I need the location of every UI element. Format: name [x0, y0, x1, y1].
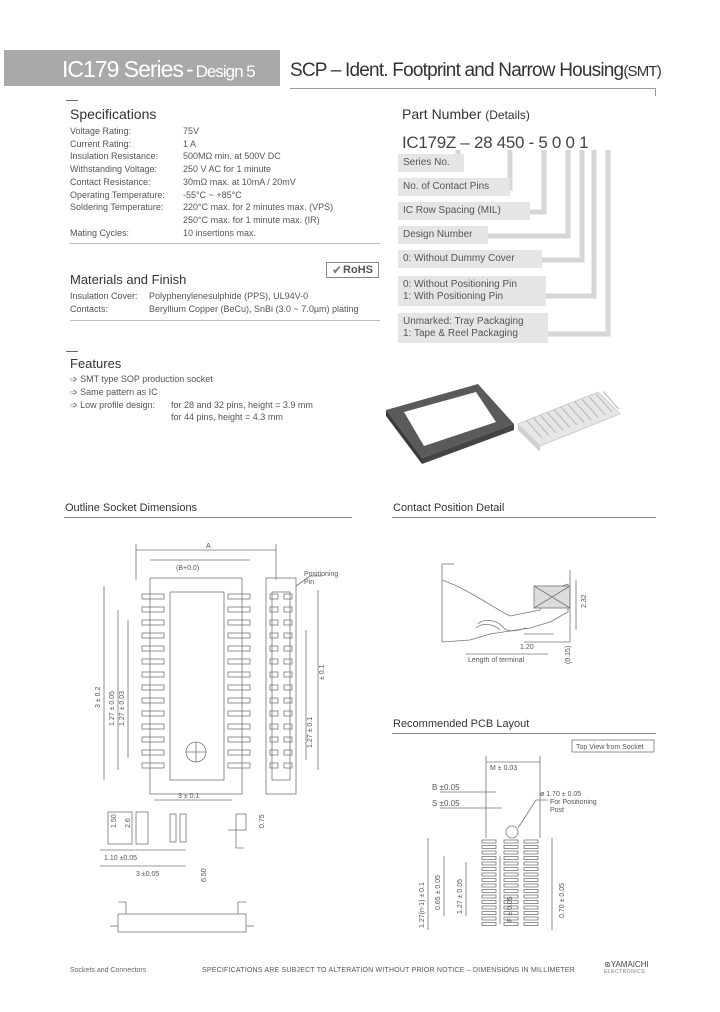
spec-value: -55°C ~ +85°C	[183, 189, 242, 200]
pcb-left-dim-2: 0.65 ± 0.05	[435, 875, 442, 910]
pn-series-no: Series No.	[398, 154, 464, 172]
spec-value: 1 A	[183, 138, 197, 149]
dim-1-10: 1.10 ±0.05	[104, 855, 138, 862]
spec-value: 30mΩ max. at 10mA / 20mV	[183, 176, 296, 187]
contact-detail-drawing	[430, 550, 610, 670]
features-title: Features	[70, 356, 122, 371]
dim-0-75: 0.75	[259, 814, 266, 828]
arrow-right-icon: ➩	[70, 400, 78, 410]
feature-detail: for 44 pins, height = 4.3 mm	[171, 412, 283, 422]
part-number-code: IC179Z – 28 450 - 5 0 0 1	[402, 133, 589, 152]
socket-frame-photo	[378, 378, 518, 468]
spec-label: Contact Resistance:	[70, 176, 151, 187]
pin-label: Pin	[304, 579, 315, 586]
spec-row	[70, 189, 380, 202]
spec-label: Mating Cycles:	[70, 227, 130, 238]
header-rule-end	[655, 88, 656, 96]
pcb-left-dim-1: 1.27(n-1) ± 0.1	[419, 882, 426, 928]
spec-label: Withstanding Voltage:	[70, 164, 158, 175]
outline-rule	[64, 517, 352, 518]
material-row: Insulation Cover: Polyphenylenesulphide (PPS), UL94V-0	[70, 291, 309, 301]
dim-6-50: 6.50	[201, 868, 208, 882]
feature-detail: for 28 and 32 pins, height = 3.9 mm	[171, 400, 313, 410]
part-number-title: Part Number (Details)	[402, 106, 530, 122]
hole-dim-label: ø 1.70 ± 0.05	[540, 791, 582, 798]
dim-3-005: 3 ±0.05	[136, 871, 160, 878]
spec-row	[70, 150, 380, 163]
top-view-label: Top View from Socket	[576, 744, 644, 751]
spec-value: 250°C max. for 1 minute max. (IR)	[183, 214, 320, 225]
dim-a: A	[206, 543, 211, 550]
spec-row	[70, 214, 380, 227]
materials-title: Materials and Finish	[70, 272, 187, 287]
series-title: IC179 Series - Design 5	[62, 56, 255, 82]
contact-detail-rule	[392, 517, 656, 518]
hole-post-label: Post	[550, 807, 565, 814]
pcb-layout-title: Recommended PCB Layout	[393, 718, 530, 730]
pcb-layout-rule	[392, 733, 656, 734]
spec-row	[70, 176, 380, 189]
dim-0-15: (0.15)	[565, 645, 572, 664]
material-row: Contacts: Beryllium Copper (BeCu), SnBi (3.0 ~ 7.0µm) plating	[70, 304, 359, 314]
length-of-terminal-label: Length of terminal	[468, 657, 525, 664]
socket-contacts-photo	[512, 380, 624, 454]
materials-separator	[70, 320, 380, 321]
product-subtitle: SCP – Ident. Footprint and Narrow Housing(SMT)	[290, 60, 661, 81]
pn-contact-pins: No. of Contact Pins	[398, 178, 510, 196]
yamaichi-logo: ⊛YAMAICHI ELECTRONICS	[604, 960, 649, 975]
rohs-badge: ✔ RoHS	[326, 262, 379, 278]
specifications-title: Specifications	[70, 106, 157, 122]
checkmark-icon: ✔	[331, 263, 343, 277]
pn-row-spacing: IC Row Spacing (MIL)	[398, 202, 530, 220]
section-tick	[66, 100, 78, 101]
arrow-right-icon: ➩	[70, 387, 78, 397]
s-dim-label: S ±0.05	[432, 799, 460, 808]
pn-design-number: Design Number	[398, 226, 488, 244]
spec-value: 250 V AC for 1 minute	[183, 164, 272, 175]
pcb-left-dim-3: 1.27 ± 0.05	[457, 879, 464, 914]
pn-positioning-pin: 0: Without Positioning Pin 1: With Positioning Pin	[398, 276, 546, 306]
logo-mark-icon: ⊛	[604, 960, 611, 969]
section-tick	[66, 351, 78, 352]
spec-label: Current Rating:	[70, 138, 132, 149]
outline-title: Outline Socket Dimensions	[65, 502, 198, 514]
dim-inner: (B+0.0)	[176, 565, 200, 572]
pcb-right-dim: 0.70 ± 0.05	[559, 883, 566, 918]
m-dim-label: M ± 0.03	[490, 765, 518, 772]
spec-label: Voltage Rating:	[70, 126, 132, 136]
dim-b-width: 3 ± 0.1	[178, 793, 200, 800]
dim-right-2: 1.27 ± 0.1	[307, 716, 314, 748]
pcb-mid-dim: F ± 0.05	[507, 896, 514, 922]
outline-drawing	[60, 530, 360, 950]
feature-item: ➩ Same pattern as IC	[70, 387, 158, 397]
contact-detail-title: Contact Position Detail	[393, 502, 505, 514]
spec-label: Insulation Resistance:	[70, 151, 159, 162]
b-dim-label: B ±0.05	[432, 783, 460, 792]
spec-value: 10 insertions max.	[183, 227, 257, 238]
footer-notice: SPECIFICATIONS ARE SUBJECT TO ALTERATION WITHOUT PRIOR NOTICE – DIMENSIONS IN MILLIMETER	[202, 967, 575, 974]
dim-2-32: 2.32	[581, 594, 588, 608]
spec-separator	[70, 243, 380, 244]
positioning-pin-label: Positioning	[304, 571, 339, 578]
spec-value: 75V	[183, 126, 200, 136]
spec-value: 220°C max. for 2 minutes max. (VPS)	[183, 202, 334, 213]
spec-row	[70, 163, 380, 176]
footer-category: Sockets and Connectors	[70, 967, 147, 974]
spec-row	[70, 227, 380, 240]
spec-row	[70, 201, 380, 214]
dim-1-50: 1.50	[111, 814, 118, 828]
dim-side-1: 3 ± 0.2	[95, 686, 102, 708]
dim-side-3: 1.27 ± 0.03	[119, 691, 126, 726]
dim-1-20: 1.20	[520, 644, 534, 651]
spec-value: 500MΩ min. at 500V DC	[183, 151, 281, 162]
feature-item: ➩ SMT type SOP production socket	[70, 374, 213, 384]
spec-row	[70, 138, 380, 151]
hole-purpose-label: For Positioning	[550, 799, 597, 806]
feature-item: ➩ Low profile design:	[70, 400, 156, 410]
pn-packaging: Unmarked: Tray Packaging 1: Tape & Reel Packaging	[398, 313, 548, 343]
spec-row	[70, 125, 380, 138]
pcb-layout-drawing	[400, 738, 660, 948]
dim-side-2: 1.27 ± 0.05	[109, 691, 116, 726]
spec-label: Soldering Temperature:	[70, 202, 164, 213]
arrow-right-icon: ➩	[70, 374, 78, 384]
header-rule	[290, 88, 656, 89]
spec-label: Operating Temperature:	[70, 189, 165, 200]
pn-dummy-cover: 0: Without Dummy Cover	[398, 250, 542, 268]
dim-right: ± 0.1	[319, 664, 326, 680]
dim-2-6: 2.6	[125, 818, 132, 828]
